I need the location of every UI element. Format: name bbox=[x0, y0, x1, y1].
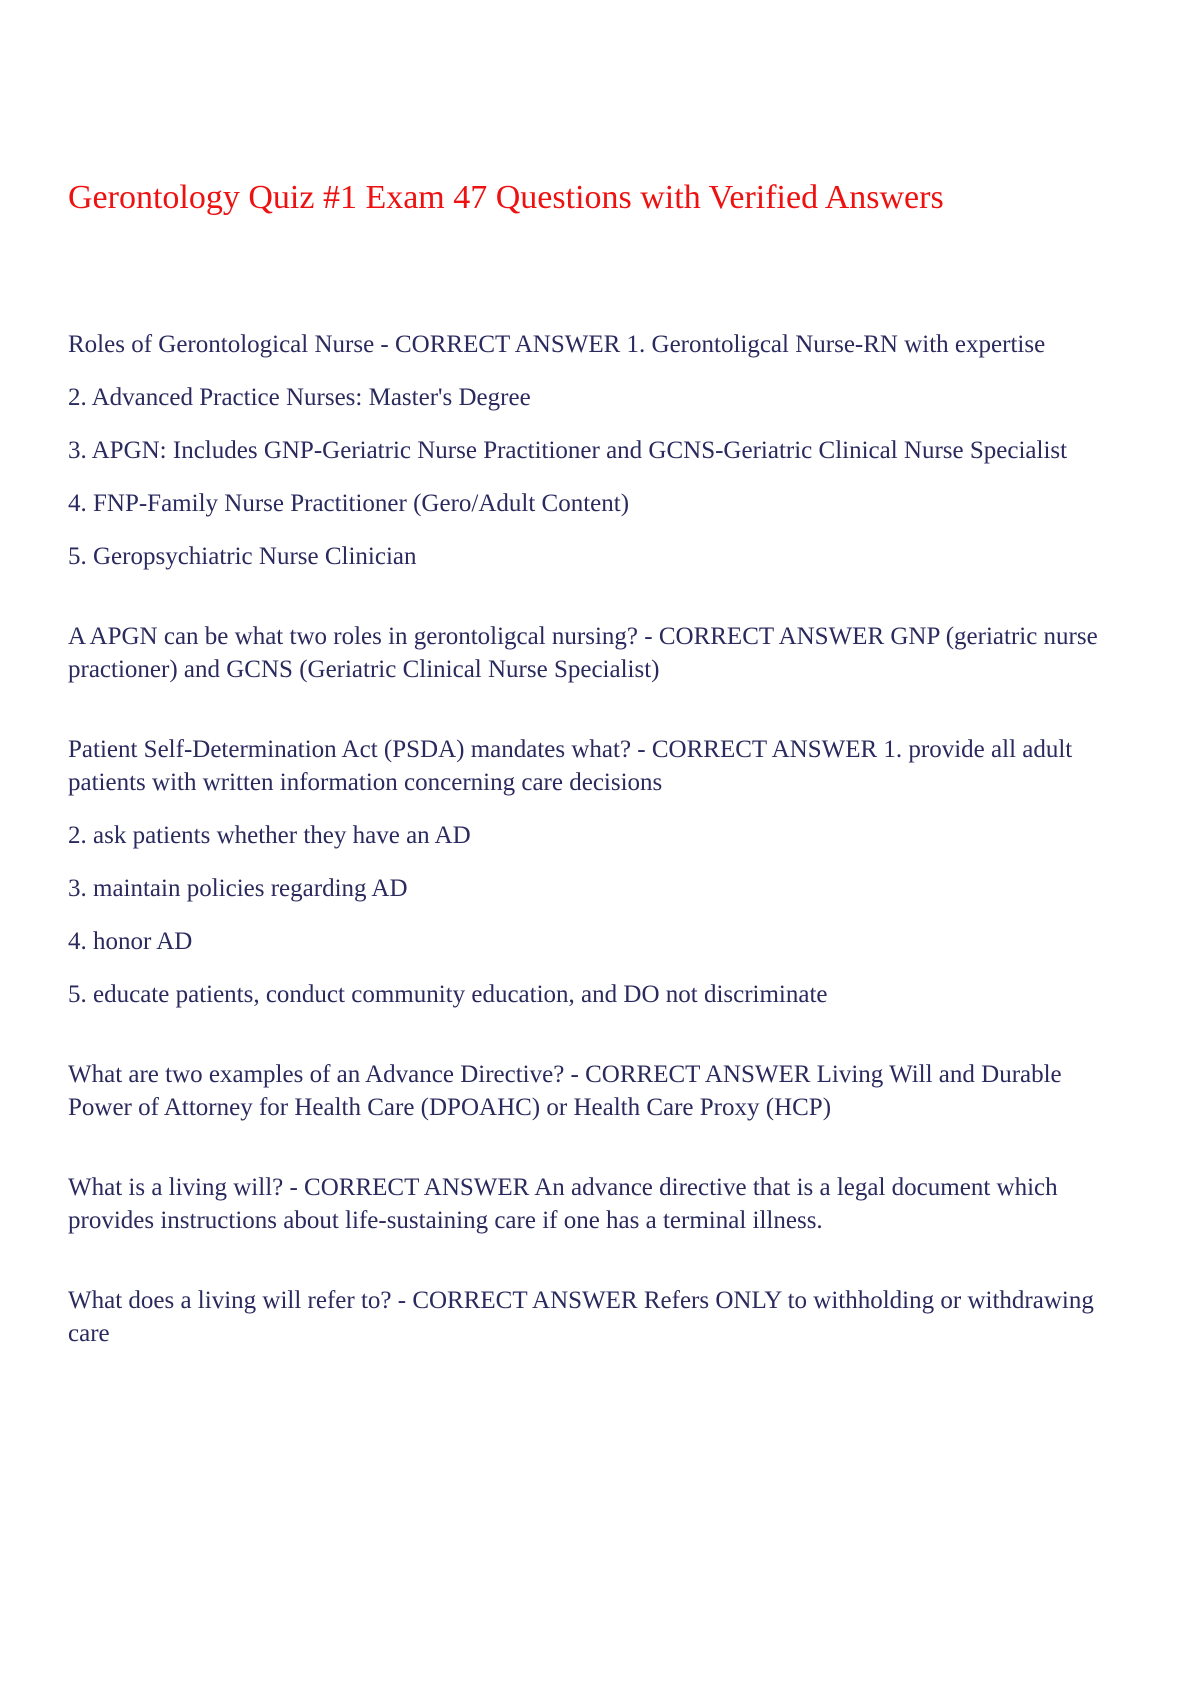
qa-answer-line: 4. FNP-Family Nurse Practitioner (Gero/Adult Content) bbox=[68, 490, 630, 517]
qa-entry bbox=[68, 1171, 1128, 1237]
qa-answer-line: 3. APGN: Includes GNP-Geriatric Nurse Practitioner and GCNS-Geriatric Clinical Nurse Specialist bbox=[68, 437, 1068, 464]
qa-question: What is a living will? - CORRECT ANSWER An advance directive that is a legal document which provides instructions about life-sustaining care if one has a terminal illness. bbox=[68, 1174, 1058, 1234]
qa-entry bbox=[68, 328, 1128, 573]
document-title: Gerontology Quiz #1 Exam 47 Questions with Verified Answers bbox=[68, 179, 944, 216]
qa-question: What does a living will refer to? - CORRECT ANSWER Refers ONLY to withholding or withdrawing care bbox=[68, 1287, 1094, 1347]
qa-answer-line: 2. ask patients whether they have an AD bbox=[68, 822, 471, 849]
qa-answer-line: 5. Geropsychiatric Nurse Clinician bbox=[68, 543, 417, 570]
qa-list bbox=[68, 328, 1128, 1350]
qa-answer-line: 2. Advanced Practice Nurses: Master's Degree bbox=[68, 384, 531, 411]
qa-entry bbox=[68, 620, 1128, 686]
qa-question: A APGN can be what two roles in gerontoligcal nursing? - CORRECT ANSWER GNP (geriatric nurse practioner) and GCNS (Geriatric Clinical Nurse Specialist) bbox=[68, 623, 1098, 683]
qa-answer-line: 5. educate patients, conduct community education, and DO not discriminate bbox=[68, 981, 828, 1008]
qa-question: What are two examples of an Advance Directive? - CORRECT ANSWER Living Will and Durable Power of Attorney for Health Care (DPOAHC) or Health Care Proxy (HCP) bbox=[68, 1061, 1062, 1121]
qa-answer-line: 3. maintain policies regarding AD bbox=[68, 875, 408, 902]
qa-question: Patient Self-Determination Act (PSDA) mandates what? - CORRECT ANSWER 1. provide all adult patients with written information concerning care decisions bbox=[68, 736, 1073, 796]
qa-entry bbox=[68, 1284, 1128, 1350]
qa-question: Roles of Gerontological Nurse - CORRECT ANSWER 1. Gerontoligcal Nurse-RN with expertise bbox=[68, 331, 1046, 358]
qa-answer-line: 4. honor AD bbox=[68, 928, 193, 955]
qa-entry bbox=[68, 733, 1128, 1011]
qa-entry bbox=[68, 1058, 1128, 1124]
